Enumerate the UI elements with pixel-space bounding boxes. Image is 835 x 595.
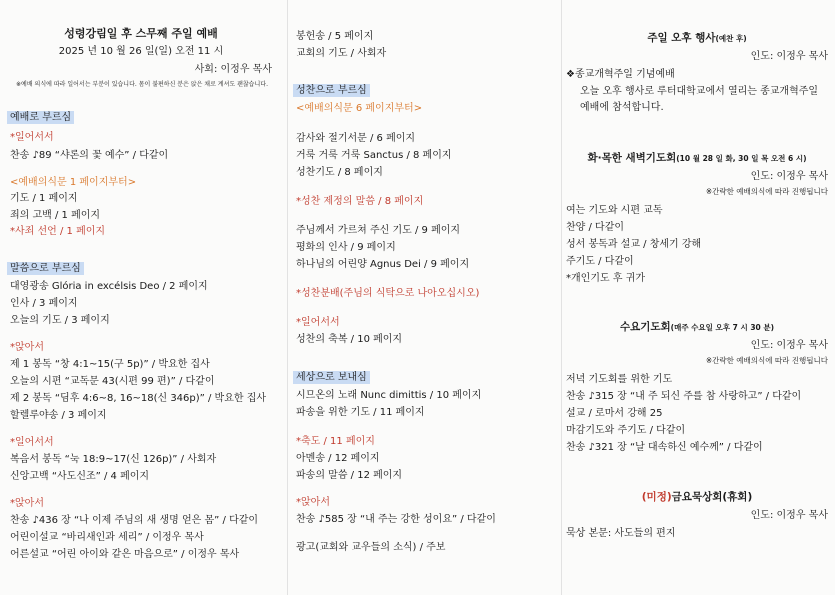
stand-instruction: *일어서서	[296, 317, 340, 328]
order-item: 복음서 봉독 “눅 18:9~17(신 126p)” / 사회자	[10, 454, 217, 465]
event-title-friday: (미정)금요묵상회(휴회)	[641, 491, 753, 503]
order-item: 교회의 기도 / 사회자	[296, 48, 387, 59]
hymn-item: 찬송 ♪315 장 “내 주 되신 주를 참 사랑하고” / 다같이	[566, 391, 802, 402]
order-item: 죄의 고백 / 1 페이지	[10, 210, 101, 221]
order-item: 아멘송 / 12 페이지	[296, 453, 380, 464]
order-item: 시므온의 노래 Nunc dimittis / 10 페이지	[296, 390, 482, 401]
service-date: 2025 년 10 월 26 일(일) 오전 11 시	[58, 46, 224, 57]
service-leader: 사회: 이정우 목사	[194, 64, 272, 75]
fold-line-right	[561, 0, 562, 595]
event-note: ※간략한 예배의식에 따라 진행됩니다	[705, 356, 828, 365]
order-item: 어른설교 “어린 아이와 같은 마음으로” / 이정우 목사	[10, 549, 240, 560]
event-item: 마감기도와 주기도 / 다같이	[566, 425, 686, 436]
sit-instruction: *앉아서	[10, 342, 44, 353]
order-item: 광고(교회와 교우들의 소식) / 주보	[296, 542, 446, 553]
order-item: *성찬 제정의 말씀 / 8 페이지	[296, 196, 424, 207]
order-item: 평화의 인사 / 9 페이지	[296, 242, 396, 253]
event-title-wednesday-prayer: 수요기도회(매주 수요일 오후 7 시 30 분)	[619, 321, 775, 333]
event-leader: 인도: 이정우 목사	[750, 510, 828, 521]
column-sacrament	[296, 0, 558, 595]
order-item: 성찬기도 / 8 페이지	[296, 167, 383, 178]
column-events	[566, 0, 828, 595]
event-item: 설교 / 로마서 강해 25	[566, 408, 663, 419]
order-item: 어린이설교 “바리새인과 세리” / 이정우 목사	[10, 532, 204, 543]
order-item: 기도 / 1 페이지	[10, 193, 78, 204]
event-item: 찬양 / 다같이	[566, 222, 625, 233]
event-leader: 인도: 이정우 목사	[750, 171, 828, 182]
order-item: 파송을 위한 기도 / 11 페이지	[296, 407, 425, 418]
order-item: 제 1 봉독 “창 4:1~15(구 5p)” / 박요한 집사	[10, 359, 210, 370]
order-item: 성찬의 축복 / 10 페이지	[296, 334, 403, 345]
order-item: *축도 / 11 페이지	[296, 436, 375, 447]
order-item: 할렐루야송 / 3 페이지	[10, 410, 107, 421]
event-note: ※간략한 예배의식에 따라 진행됩니다	[705, 187, 828, 196]
section-header-sacrament: 성찬으로 부르심	[296, 84, 370, 97]
event-leader: 인도: 이정우 목사	[750, 51, 828, 62]
posture-note: ※예배 의식에 따라 일어서는 부분이 있습니다. 몸이 불편하신 분은 앉은 채로 계셔도 괜찮습니다.	[16, 81, 268, 88]
order-item: *사죄 선언 / 1 페이지	[10, 226, 106, 237]
event-item: 여는 기도와 시편 교독	[566, 205, 663, 216]
sit-instruction: *앉아서	[10, 498, 44, 509]
event-description: 오늘 오후 행사로 루터대학교에서 열리는 종교개혁주일	[580, 86, 819, 97]
order-item: 인사 / 3 페이지	[10, 298, 78, 309]
order-item: 오늘의 기도 / 3 페이지	[10, 315, 110, 326]
order-item: 하나님의 어린양 Agnus Dei / 9 페이지	[296, 259, 470, 270]
event-leader: 인도: 이정우 목사	[750, 340, 828, 351]
order-item: 주님께서 가르쳐 주신 기도 / 9 페이지	[296, 225, 461, 236]
event-title-afternoon: 주일 오후 행사(예찬 후)	[647, 32, 747, 44]
event-title-dawn-prayer: 화·목한 새벽기도회(10 월 28 일 화, 30 일 목 오전 6 시)	[587, 152, 807, 164]
event-item: 성서 봉독과 설교 / 창세기 강해	[566, 239, 702, 250]
order-item: 파송의 말씀 / 12 페이지	[296, 470, 403, 481]
liturgy-reference: <예배의식문 6 페이지부터>	[296, 103, 423, 114]
order-item: 감사와 절기서문 / 6 페이지	[296, 133, 416, 144]
event-item: *개인기도 후 귀가	[566, 273, 645, 284]
event-item: 저녁 기도회를 위한 기도	[566, 374, 673, 385]
order-item: 오늘의 시편 “교독문 43(시편 99 편)” / 다같이	[10, 376, 215, 387]
stand-instruction: *일어서서	[10, 132, 54, 143]
hymn-item: 찬송 ♪321 장 “날 대속하신 예수께” / 다같이	[566, 442, 763, 453]
sit-instruction: *앉아서	[296, 497, 330, 508]
event-item: 묵상 본문: 사도들의 편지	[566, 528, 676, 539]
section-header-call-to-worship: 예배로 부르심	[10, 111, 74, 124]
column-main-service	[10, 0, 272, 595]
section-header-word: 말씀으로 부르심	[10, 262, 84, 275]
order-item: 신앙고백 “사도신조” / 4 페이지	[10, 471, 150, 482]
section-header-sending: 세상으로 보내심	[296, 371, 370, 384]
event-description: 예배에 참석합니다.	[580, 102, 664, 113]
liturgy-reference: <예배의식문 1 페이지부터>	[10, 177, 137, 188]
fold-line-left	[287, 0, 288, 595]
event-item: 주기도 / 다같이	[566, 256, 634, 267]
order-item: 대영광송 Glória in excélsis Deo / 2 페이지	[10, 281, 208, 292]
order-item: 봉헌송 / 5 페이지	[296, 31, 374, 42]
hymn-item: 찬송 ♪436 장 “나 이제 주님의 새 생명 얻은 몸” / 다같이	[10, 515, 259, 526]
stand-instruction: *일어서서	[10, 437, 54, 448]
order-item: *성찬분배(주님의 식탁으로 나아오십시오)	[296, 288, 480, 299]
order-item: 거룩 거룩 거룩 Sanctus / 8 페이지	[296, 150, 452, 161]
service-title: 성령강림일 후 스무째 주일 예배	[64, 27, 218, 40]
hymn-item: 찬송 ♪89 “샤론의 꽃 예수” / 다같이	[10, 150, 169, 161]
order-item: 제 2 봉독 “딤후 4:6~8, 16~18(신 346p)” / 박요한 집사	[10, 393, 267, 404]
event-item: ❖종교개혁주일 기념예배	[566, 69, 675, 80]
hymn-item: 찬송 ♪585 장 “내 주는 강한 성이요” / 다같이	[296, 514, 496, 525]
